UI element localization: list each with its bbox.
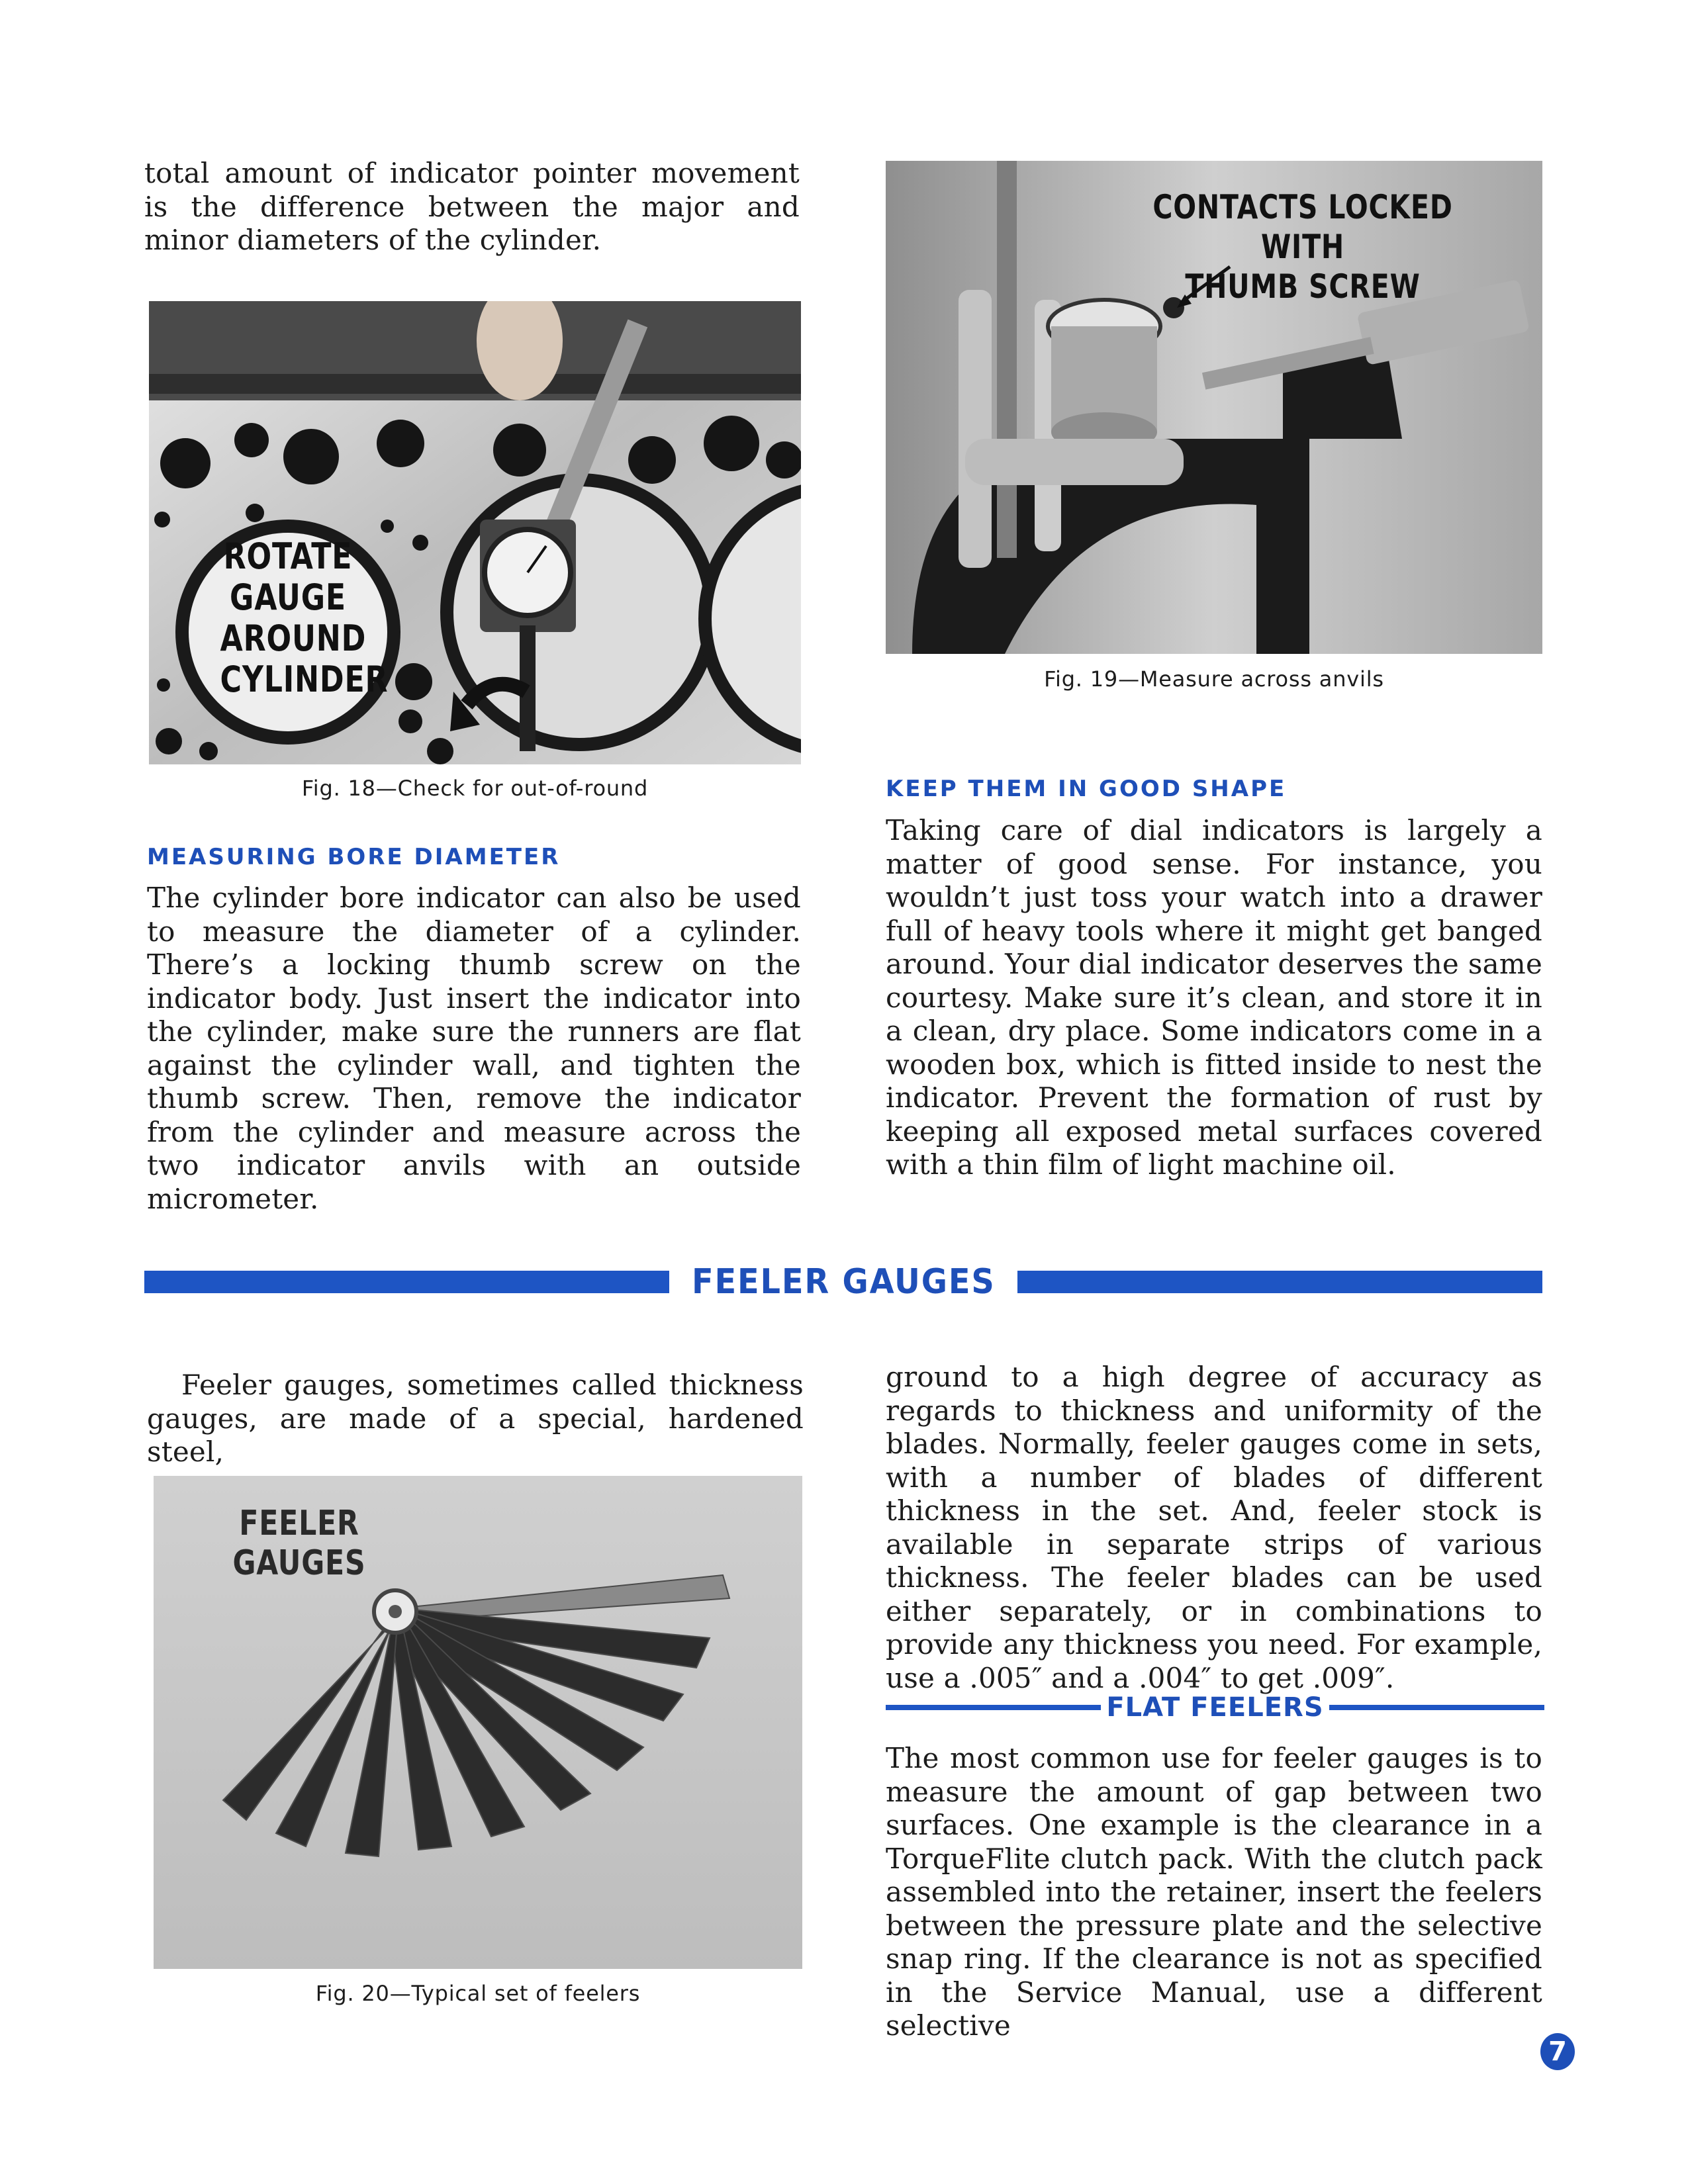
keep-heading: KEEP THEM IN GOOD SHAPE — [886, 776, 1287, 802]
fig19-label — [1150, 187, 1454, 306]
measuring-paragraph-block — [147, 882, 801, 1216]
right-continuation-paragraph: ground to a high degree of accuracy as regards to thickness and uniformity of the blades. Normally, feeler gauges come in sets, with a number of blades of different thickness in the set. And, feeler stock is available in separate strips of various thickness. The feeler blades can be used either separately, or in combinations to provide any thickness you need. For example, use a .005″ and a .004″ to get .009″. — [886, 1361, 1542, 1694]
fig18-caption: Fig. 18—Check for out-of-round — [301, 776, 649, 801]
fig18-label-line-4: CYLINDER — [220, 659, 389, 700]
fig18-label-line-2: GAUGE — [230, 576, 346, 618]
fig18-photo — [149, 301, 801, 764]
fig19-label-line-2: THUMB SCREW — [1185, 267, 1421, 306]
section-divider-feeler-gauges — [144, 1262, 1542, 1302]
flat-feelers-divider — [886, 1691, 1544, 1724]
measuring-heading: MEASURING BORE DIAMETER — [147, 844, 561, 870]
fig19-photo — [886, 161, 1542, 654]
fig20-photo — [154, 1476, 802, 1969]
keep-paragraph-block — [886, 814, 1542, 1182]
fig20-caption: Fig. 20—Typical set of feelers — [315, 1981, 641, 2006]
section-bar-left-line — [144, 1271, 669, 1293]
section-title: FEELER GAUGES — [691, 1262, 996, 1302]
fig18-label-line-3: AROUND — [220, 617, 367, 659]
left-intro-paragraph: total amount of indicator pointer movement is the difference between the major and minor diameters of the cylinder. — [144, 157, 800, 256]
measuring-paragraph: The cylinder bore indicator can also be used to measure the diameter of a cylinder. There’s a locking thumb screw on the indicator body. Just insert the indicator into the cylinder, make sure the runners are flat against the cylinder wall, and tighten the thumb screw. Then, remove the indicator from the cylinder and measure across the two indicator anvils with an outside micrometer. — [147, 882, 801, 1215]
fig19-caption: Fig. 19—Measure across anvils — [1044, 666, 1384, 692]
flat-feelers-left-line — [886, 1705, 1101, 1710]
fig20-label: FEELER GAUGES — [232, 1504, 366, 1583]
fig19-label-line-1: CONTACTS LOCKED WITH — [1152, 188, 1453, 266]
flat-feelers-paragraph-block — [886, 1742, 1542, 2043]
keep-paragraph: Taking care of dial indicators is largely a matter of good sense. For instance, you wouldn’t just toss your watch into a drawer full of heavy tools where it might get banged around. Your dial indicator deserves the same courtesy. Make sure it’s clean, and store it in a clean, dry place. Some indicators come in a wooden box, which is fitted inside to nest the indicator. Prevent the formation of rust by keeping all exposed metal surfaces covered with a thin film of light machine oil. — [886, 814, 1542, 1181]
feeler-intro-block — [147, 1369, 804, 1469]
left-intro-paragraph-block — [144, 157, 800, 257]
fig18-label — [220, 535, 389, 700]
feeler-intro-paragraph: Feeler gauges, sometimes called thickness gauges, are made of a special, hardened steel, — [147, 1369, 804, 1468]
flat-feelers-heading: FLAT FEELERS — [1106, 1692, 1324, 1723]
flat-feelers-paragraph: The most common use for feeler gauges is to measure the amount of gap between two surfaces. One example is the clearance in a TorqueFlite clutch pack. With the clutch pack assembled into the retainer, insert the feelers between the pressure plate and the selective snap ring. If the clearance is not as specified in the Service Manual, use a different selective — [886, 1742, 1542, 2042]
flat-feelers-right-line — [1329, 1705, 1544, 1710]
page-number-badge: 7 — [1540, 2033, 1575, 2070]
fig18-label-line-1: ROTATE — [223, 535, 353, 577]
right-continuation-block — [886, 1361, 1542, 1695]
section-bar-right-line — [1017, 1271, 1542, 1293]
